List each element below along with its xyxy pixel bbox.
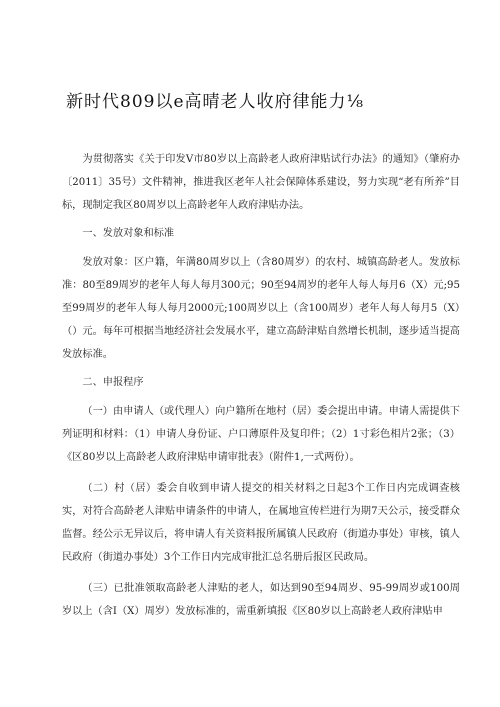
section-heading-procedure: 二、申报程序: [82, 377, 144, 388]
document-body: [62, 148, 460, 623]
procedure-paragraph-2: （二）村（居）委会自收到申请人提交的相关材料之日起3个工作日内完成调查核实，对符合高龄老人津贴申请条件的申请人，在属地宣传栏进行为期7天公示，接受群众监督。经公示无异议后，将申请人有关资料报所属镇人民政府（街道办事处）审核，镇人民政府（街道办事处）3个工作日内完成审批汇总名册后报区民政局。: [62, 483, 460, 563]
intro-paragraph: 为贯彻落实《关于印发V市80岁以上高龄老人政府津贴试行办法》的通知》（肇府办〔2011〕35号）文件精神，推进我区老年人社会保障体系建设，努力实现“老有所养”目标，现制定我区80周岁以上高龄老年人政府津贴办法。: [62, 154, 460, 211]
procedure-paragraph-3: （三）已批准领取高龄老人津贴的老人，如达到90至94周岁、95-99周岁或100周岁以上（含I（X）周岁）发放标准的，需重新填报《区80岁以上高龄老人政府津贴申: [62, 583, 460, 617]
section-heading-eligibility: 一、发放对象和标准: [82, 228, 175, 239]
procedure-paragraph-1: （一）由申请人（或代理人）向户籍所在地村（居）委会提出申请。申请人需提供下列证明和材料：（1）申请人身份证、户口薄原件及复印件；（2）1寸彩色相片2张；（3）《区80岁以上高龄老人政府津贴申请审批表》（附件1,一式两份）。: [62, 406, 460, 463]
document-title: 新时代809以e高晴老人收府律能力⅛: [66, 92, 364, 112]
eligibility-paragraph: 发放对象：区户籍，年满80周岁以上（含80周岁）的农村、城镇高龄老人。发放标准：80至89周岁的老年人每人每月300元；90至94周岁的老年人每人每月6（X）元;95至99周岁的老年人每人每月2000元;100周岁以上（含100周岁）老年人每人每月5（X）（）元。每年可根据当地经济社会发展水平，建立高龄津贴自然增长机制，逐步适当提高发放标准。: [62, 257, 460, 360]
